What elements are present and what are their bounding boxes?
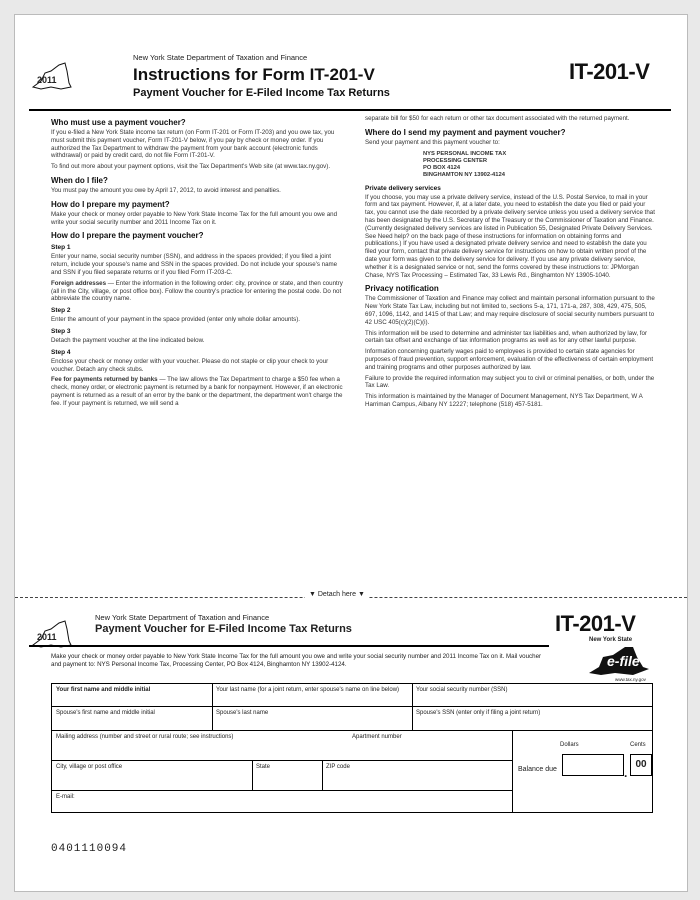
city-field[interactable]: City, village or post office	[56, 764, 123, 770]
spouse-last-name-field[interactable]: Spouse's last name	[216, 710, 269, 716]
address-line-4: BINGHAMTON NY 13902-4124	[423, 171, 505, 178]
efile-word: e-file	[607, 653, 640, 669]
para-step1: Enter your name, social security number (SSN), and address in the spaces provided; if you filed a joint return, include your spouse's name and SSN in the spaces provided. Do not include your spouse's name and SSN if you filed separate returns or if you filed Form IT-203-C.	[51, 253, 338, 276]
efile-state: New York State	[589, 637, 633, 643]
spouse-first-name-field[interactable]: Spouse's first name and middle initial	[56, 710, 155, 716]
decimal-point: .	[624, 766, 628, 780]
heading-private: Private delivery services	[365, 184, 441, 192]
grid-row-line	[52, 790, 512, 791]
header-rule	[29, 109, 671, 111]
para-privacy-5: This information is maintained by the Manager of Document Management, NYS Tax Department, W A Harriman Campus, Albany NY 12227; telephone (518) 457-5181.	[365, 393, 643, 408]
first-name-label: Your first name and middle initial	[56, 687, 151, 693]
para-step3: Detach the payment voucher at the line indicated below.	[51, 336, 205, 344]
grid-col-line	[512, 730, 513, 812]
voucher-header-rule	[29, 645, 549, 647]
apartment-number-field[interactable]: Apartment number	[352, 734, 402, 740]
heading-how: How do I prepare my payment?	[51, 199, 170, 209]
balance-dollars-input[interactable]	[562, 754, 624, 776]
para-privacy-2: This information will be used to determine and administer tax liabilities and, when authorized by law, for certain tax offset and exchange of tax information programs as well as for any other lawful purpose.	[365, 329, 648, 345]
heading-who: Who must use a payment voucher?	[51, 118, 186, 127]
address-line-3: PO BOX 4124	[423, 164, 461, 171]
grid-col-line	[322, 760, 323, 790]
grid-col-line	[252, 760, 253, 790]
grid-row-line	[52, 706, 652, 707]
state-field[interactable]: State	[256, 764, 271, 770]
email-field[interactable]: E-mail:	[56, 794, 75, 800]
zip-code-field[interactable]: ZIP code	[326, 764, 350, 770]
para-fee	[51, 376, 343, 407]
heading-when: When do I file?	[51, 175, 108, 185]
fee-text: — The law allows the Tax Department to charge a $50 fee when a check, money order, or electronic payment is returned by a bank for nonpayment. However, if an electronic payment is returned as a result of an error by the bank or the department, the department won't charge the fee. If your payment is returned, we will send a	[51, 376, 343, 407]
detach-label: ▼ Detach here ▼	[305, 591, 369, 598]
first-name-field[interactable]	[56, 687, 150, 693]
voucher-department-name: New York State Department of Taxation and Finance	[95, 613, 270, 622]
para-find: To find out more about your payment options, visit the Tax Department's Web site (at www.tax.ny.gov).	[51, 163, 331, 171]
balance-cents-value[interactable]: 00	[630, 754, 652, 776]
foreign-lead: Foreign addresses	[51, 279, 107, 287]
heading-voucher: How do I prepare the payment voucher?	[51, 231, 204, 241]
mailing-address-field[interactable]: Mailing address (number and street or rural route; see instructions)	[56, 734, 234, 740]
instructions-left-column	[51, 113, 343, 411]
mailing-address-block	[423, 151, 655, 179]
step3-label: Step 3	[51, 327, 71, 335]
dollars-label: Dollars	[560, 742, 579, 748]
para-privacy-3: Information concerning quarterly wages paid to employees is provided to certain state agencies for purposes of fraud prevention, support enforcement, evaluation of the effectiveness of certain employment and training programs and other purposes authorized by law.	[365, 348, 654, 371]
grid-col-line	[212, 684, 213, 730]
para-who: If you e-filed a New York State income tax return (on Form IT-201 or Form IT-203) and you owe tax, you must submit this payment voucher, Form IT-201-V below, if you pay by check or money order. If you authorized the Tax Department to withdraw the payment from your bank account (electronic funds withdrawal) or paid by credit card, do not file Form IT-201-V.	[51, 129, 335, 160]
form-number: IT-201-V	[569, 59, 650, 84]
para-where: Send your payment and this payment voucher to:	[365, 138, 500, 146]
grid-col-line	[412, 684, 413, 730]
para-foreign	[51, 280, 343, 303]
page-title: Instructions for Form IT-201-V	[133, 65, 375, 84]
voucher-tax-year: 2011	[37, 632, 57, 642]
para-how: Make your check or money order payable to New York State Income Tax for the full amount you owe and write your social security number and 2011 Income Tax on it.	[51, 210, 338, 226]
voucher-intro: Make your check or money order payable to New York State Income Tax for the full amount you owe and write your social security number and 2011 Income Tax on it. Mail voucher and payment to: NYS Personal Income Tax, Processing Center, PO Box 4124, Binghamton NY 13902-4124.	[51, 653, 542, 668]
instructions-right-column	[365, 115, 655, 412]
para-private: If you choose, you may use a private delivery service, instead of the U.S. Postal Service, to mail in your form and tax payment. However, if, at a later date, you need to establish the date you filed or paid your tax, you cannot use the date recorded by a private delivery service unless you used a delivery service that has been designated by the U.S. Secretary of the Treasury or the Commissioner of Taxation and Finance. (Currently designated delivery services are listed in Publication 55, Designated Private Delivery Services. See Need help? on the back page of these instructions for information on obtaining forms and publications.) If you have used a designated private delivery service and need to establish the date you filed your form, contact that private delivery service for instructions on how to obtain written proof of the date your form was given to the delivery service for delivery. If you use any private delivery service, whether it is a designated service or not, send the forms covered by these instructions to: JPMorgan Chase, NYS Tax Processing – Estimated Tax, 33 Lewis Rd., Binghamton NY 13905-1040.	[365, 193, 655, 279]
para-continued: separate bill for $50 for each return or other tax document associated with the returned payment.	[365, 115, 630, 122]
spouse-ssn-field[interactable]: Spouse's SSN (enter only if filing a joint return)	[416, 710, 541, 716]
fee-lead: Fee for payments returned by banks	[51, 376, 158, 384]
tax-year: 2011	[37, 75, 57, 85]
scan-line-number: 0401110094	[51, 843, 128, 855]
ssn-field[interactable]: Your social security number (SSN)	[416, 687, 508, 693]
step4-label: Step 4	[51, 348, 71, 356]
address-line-2: PROCESSING CENTER	[423, 157, 488, 164]
para-step4: Enclose your check or money order with your voucher. Please do not staple or clip your check to your voucher. Detach any check stubs.	[51, 357, 329, 373]
heading-privacy: Privacy notification	[365, 284, 439, 294]
grid-row-line	[52, 760, 512, 761]
para-step2: Enter the amount of your payment in the space provided (enter only whole dollar amounts).	[51, 316, 301, 324]
grid-row-line	[52, 730, 652, 731]
address-line-1: NYS PERSONAL INCOME TAX	[423, 150, 507, 157]
efile-url: www.tax.ny.gov	[615, 677, 646, 682]
voucher-form-number: IT-201-V	[555, 611, 636, 636]
step2-label: Step 2	[51, 307, 71, 315]
cents-label: Cents	[630, 742, 646, 748]
para-privacy-4: Failure to provide the required information may subject you to civil or criminal penalties, or both, under the Tax Law.	[365, 374, 655, 390]
efile-logo	[585, 637, 653, 685]
para-privacy-1: The Commissioner of Taxation and Finance may collect and maintain personal information pursuant to the New York State Tax Law, including but not limited to, sections 5-a, 171, 171-a, 287, 308, 429, 475, 505, 697, 1096, 1142, and 1415 of that Law; and may require disclosure of social security numbers pursuant to 42 USC 405(c)(2)(C)(i).	[365, 295, 655, 326]
balance-due-label: Balance due	[518, 766, 557, 773]
voucher-fields-grid	[51, 683, 653, 813]
step1-label: Step 1	[51, 244, 71, 252]
voucher-title: Payment Voucher for E-Filed Income Tax Returns	[95, 623, 352, 635]
last-name-field[interactable]: Your last name (for a joint return, enter spouse's name on line below)	[216, 687, 400, 693]
para-when: You must pay the amount you owe by April 17, 2012, to avoid interest and penalties.	[51, 186, 281, 194]
foreign-text: — Enter the information in the following order: city, province or state, and then country (all in the City, village, or post office box). Follow the country's practice for entering the postal code. Do not abbreviate the country name.	[51, 279, 343, 303]
page-subtitle: Payment Voucher for E-Filed Income Tax Returns	[133, 87, 390, 99]
department-name: New York State Department of Taxation and Finance	[133, 53, 308, 62]
heading-where: Where do I send my payment and payment voucher?	[365, 127, 566, 137]
form-page	[14, 14, 688, 892]
